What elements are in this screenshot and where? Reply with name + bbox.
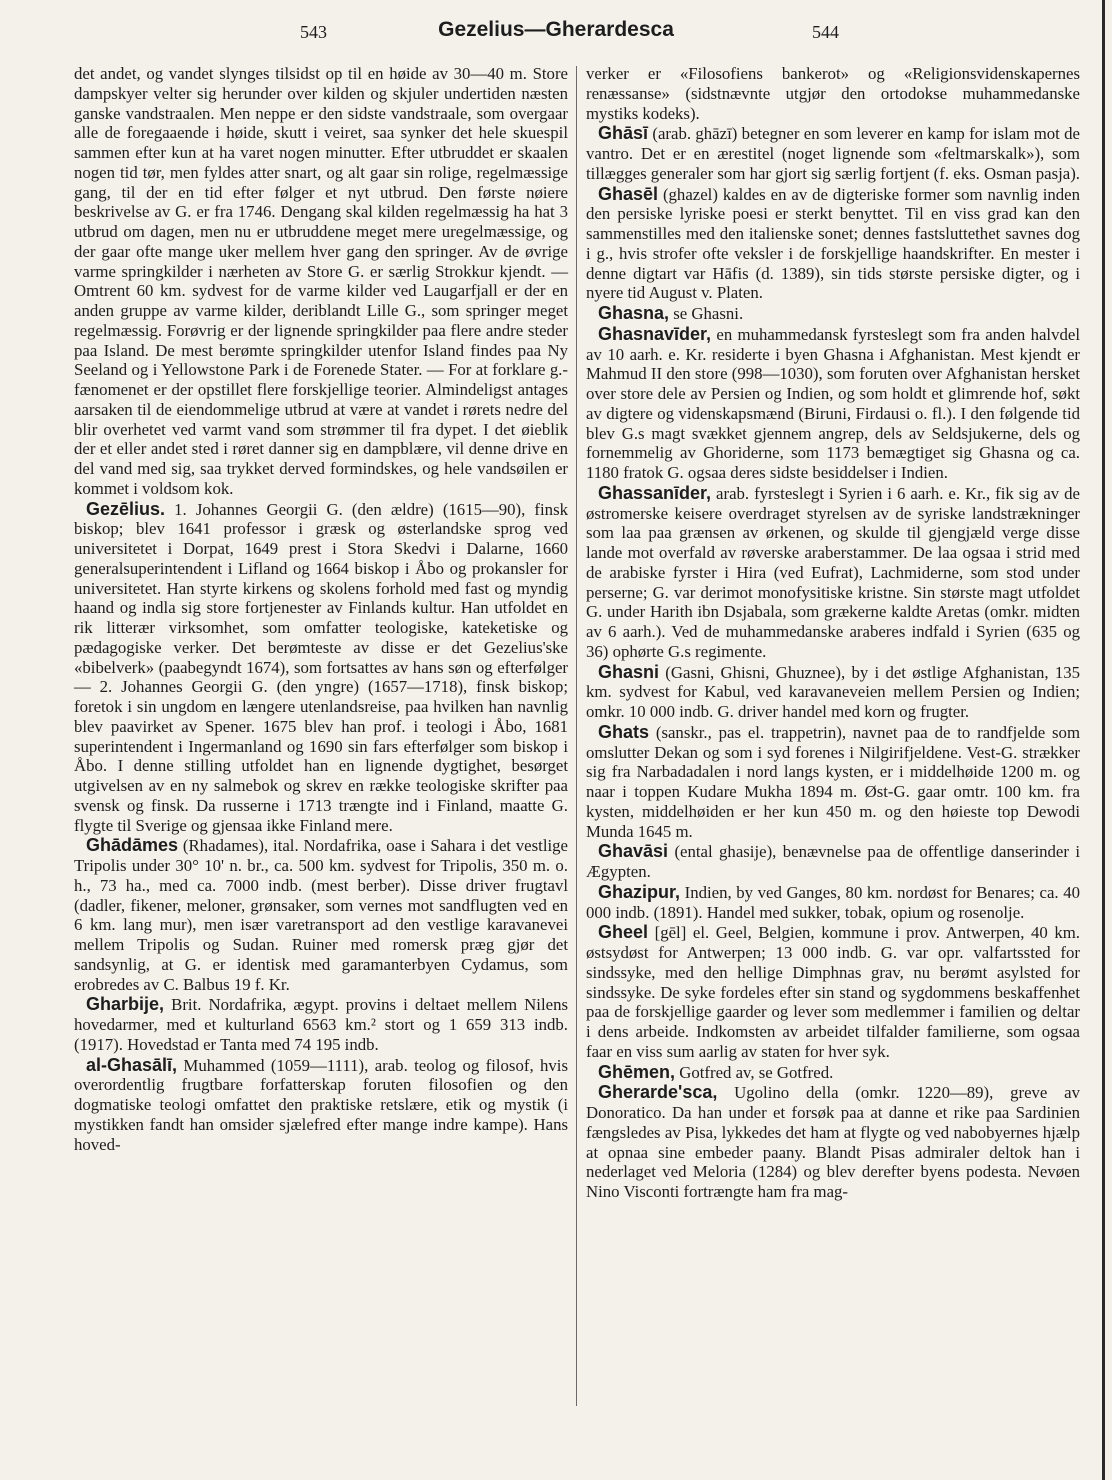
entry-ghats: Ghats (sanskr., pas el. trappetrin), navnet paa de to randfjelde som omslutter Dekan og som i syd forenes i Nilgirifjeldene. Vest-G. strækker sig fra Narbadadalen i nord langs kysten, er i middelhøide 1200 m. og naar i toppen Kudare Mukha 1894 m. Øst-G. gaar omtr. 100 km. fra kysten, middelhøiden er her kun 450 m. og den høieste top Dewodi Munda 1645 m. [586, 721, 1080, 841]
right-column [586, 64, 1080, 1203]
entry-al-ghasali: al-Ghasālī, Muhammed (1059—1111), arab. teolog og filosof, hvis overordentlig frugtbare forfatterskap foruten filosofien og den dogmatiske teologi omfattet den praktiske retslære, etik og mystik (i mystikken fandt han omsider sjælefred efter mange indre kampe). Hans hoved- [74, 1054, 568, 1154]
entry-al-ghasali-continued: verker er «Filosofiens bankerot» og «Religionsvidenskapernes renæssanse» (sidstnævnte utgjør den ortodokse muhammedanske mystiks kodeks). [586, 64, 1080, 123]
right-page-number: 544 [812, 22, 839, 42]
entry-ghasi: Ghāsī (arab. ghāzī) betegner en som leverer en kamp for islam mot de vantro. Det er en ærestitel (noget lignende som «feltmarskalk»), som tillægges generaler som har gjort sig særlig fortjent (f. eks. Osman pasja). [586, 123, 1081, 183]
entry-ghassanider: Ghassanīder, arab. fyrsteslegt i Syrien i 6 aarh. e. Kr., fik sig av de østromerske keisere overdraget styrelsen av de syriske landstrækninger som laa paa grænsen av ørkenen, og skulde til gjengjæld verge disse lande mot overfald av røverske araberstammer. De laa ogsaa i strid med de arabiske fyrster i Hira (ved Eufrat), Lachmiderne, som stod under perserne; G. var derimot monofysitiske kristne. Sin største magt utfoldet G. under Harith ibn Dsjabala, som grækerne kaldte Aretas (omkr. midten av 6 aarh.). Ved de muhammedanske araberes indfald i Syrien (635 og 36) ophørte G.s regimente. [586, 482, 1080, 661]
page-header [0, 18, 1112, 46]
entry-ghasnavider: Ghasnavīder, en muhammedansk fyrsteslegt som fra anden halvdel av 10 aarh. e. Kr. residerte i byen Ghasna i Afghanistan. Mest kjendt er Mahmud II den store (998—1030), som foruten over Afghanistan hersket over store dele av Persien og Indien, og som holdt et glimrende hof, søkt av digtere og videnskapsmænd (Biruni, Firdausi o. fl.). I den følgende tid blev G.s magt svækket gjennem angrep, dels av Seldsjukerne, dels og fornemmelig av Ghoriderne, som 1173 bemægtiget sig Ghasna og ca. 1180 fratok G. ogsaa deres sidste besiddelser i Indien. [586, 323, 1080, 482]
entry-gheel: Gheel [gēl] el. Geel, Belgien, kommune i prov. Antwerpen, 40 km. østsydøst for Antwerpen; 13 000 indb. G. var opr. valfartssted for sindssyke, med den hellige Dimphnas grav, nu berømt asylsted for sindssyke. De syke fordeles efter sin stand og sygdommens beskaffenhet paa de forskjellige gaarder og lever som medlemmer i familien og deltar i dens arbeide. Indkomsten av arbeidet tilfalder familierne, som ogsaa faar en viss sum aarlig av staten for hver syk. [586, 922, 1080, 1061]
entry-gezelius: Gezēlius. 1. Johannes Georgii G. (den ældre) (1615—90), finsk biskop; blev 1641 professor i græsk og østerlandske sprog ved universitetet i Dorpat, 1649 prest i Stora Skedvi i Dalarne, 1660 generalsuperintendent i Lifland og 1664 biskop i Åbo og prokansler for universitetet. Han styrte kirkens og skolens forhold med fast og myndig haand og indla sig store fortjenester av Finlands kultur. Han utfoldet en rik litterær virksomhet, som omfatter teologiske, kateketiske og pædagogiske verker. Det berømteste av disse er det Gezelius'ske «bibelverk» (paabegyndt 1674), som fortsattes av hans søn og efterfølger — 2. Johannes Georgii G. (den yngre) (1657—1718), finsk biskop; foretok i sin ungdom en længere utenlandsreise, paa hvilken han navnlig blev paavirket av Spener. 1675 blev han prof. i teologi i Åbo, 1681 superintendent i Ingermanland og 1690 sin fars efterfølger som biskop i Åbo. I denne stilling utfoldet han en lignende dygtighet, besørget utgivelsen av en ny salmebok og skrev en række teologiske skrifter paa svensk og finsk. Da russerne i 1713 trængte ind i Finland, maatte G. flygte til Sverige og gjensaa ikke Finland mere. [74, 498, 568, 835]
entry-ghavasi: Ghavāsi (ental ghasije), benævnelse paa de offentlige danserinder i Ægypten. [586, 841, 1080, 881]
entry-ghadames: Ghādāmes (Rhadames), ital. Nordafrika, oase i Sahara i det vestlige Tripolis under 30° 10' n. br., ca. 500 km. sydvest for Tripolis, 350 m. o. h., 73 ha., med ca. 7000 indb. (mest berber). Disse driver frugtavl (dadler, fikener, meloner, grønsaker, som vernes mot sandflugten ved en 6 km. lang mur), men især varetransport ad den vestlige karavanevei mellem Tripolis og Sudan. Ruiner med romersk præg gjør det sandsynlig, at G. er identisk med garamanterbyen Cydamus, som erobredes av C. Balbus 19 f. Kr. [74, 835, 568, 994]
entry-ghasna: Ghasna, se Ghasni. [598, 303, 744, 323]
running-title: Gezelius—Gherardesca [438, 18, 674, 41]
entry-ghazipur: Ghazipur, Indien, by ved Ganges, 80 km. nordøst for Benares; ca. 40 000 indb. (1891). Handel med sukker, tobak, opium og rosenolje. [586, 881, 1080, 922]
entry-geysir-continued: det andet, og vandet slynges tilsidst op til en høide av 30—40 m. Store dampskyer velter sig herunder over kilden og skjuler undertiden næsten ganske vandstraalen. Men neppe er den sidste vandstraale, som overgaar alle de foregaaende i høide, skutt i veiret, saa synker det hele skuespil sammen efter kun at ha varet nogen minutter. Efter utbruddet er skaalen nogen tid tør, men fyldes atter snart, og alt gaar sin rolige, regelmæssige gang, til der en tid efter følger et nyt utbrud. Den første nøiere beskrivelse av G. er fra 1746. Dengang skal kilden regelmæssig ha hat 3 utbrud om dagen, men nu er utbruddene meget mere uregelmæssige, og der gaar ofte mange uker mellem hver gang den springer. Av de øvrige varme springkilder i nærheten av Store G. er særlig Strokkur kjendt. — Omtrent 60 km. sydvest for de varme kilder ved Laugarfjall er der en anden gruppe av varme kilder, deriblandt Lille G., som springer meget regelmæssig. Forøvrig er der lignende springkilder paa flere andre steder paa Island. De mest berømte springkilder utenfor Island findes paa Ny Seeland og i Yellowstone Park i de Forenede Stater. — For at forklare g.-fænomenet er der opstillet flere forskjellige teorier. Almindeligst antages aarsaken til de eiendommelige utbrud at være at vandet i rørets nedre del blir overhetet ved varmt vand som strømmer til fra dypet. I det øieblik der et eller andet sted i røret danner sig en dampblære, vil denne drive en del vand med sig, saa trykket derved formindskes, og hele vandsøilen er kommet i voldsom kok. [74, 64, 568, 498]
page-edge [1102, 0, 1105, 1480]
entry-ghasni: Ghasni (Gasni, Ghisni, Ghuznee), by i det østlige Afghanistan, 135 km. sydvest for Kabul, ved karavaneveien mellem Persien og Indien; omkr. 10 000 indb. G. driver handel med korn og frugter. [586, 661, 1080, 721]
entry-gherardesca: Gherarde'sca, Ugolino della (omkr. 1220—89), greve av Donoratico. Da han under et forsøk paa at danne et rike paa Sardinien fængsledes av Pisa, lykkedes det ham at flygte og ved nabobyernes hjælp at opnaa sine embeder paany. Blandt Pisas admiraler deltok han i nederlaget ved Meloria (1284) og blev derefter byens podesta. Nevøen Nino Visconti fortrængte ham fra mag- [586, 1082, 1080, 1201]
entry-ghemen: Ghēmen, Gotfred av, se Gotfred. [598, 1061, 834, 1082]
column-divider [576, 66, 577, 1406]
left-page-number: 543 [300, 22, 327, 42]
entry-ghasel: Ghasēl (ghazel) kaldes en av de digteriske former som navnlig inden den persiske lyriske poesi er sterkt benyttet. Til en viss grad kan den sammenstilles med den italienske sonet; dennes fastsluttethet savnes dog i g., hvis strofer ofte veksler i de forskjellige haandskrifter. En mester i denne digtart var Hāfis (d. 1389), sin tids største persiske digter, og i nyere tid August v. Platen. [586, 183, 1080, 303]
entry-gharbije: Gharbije, Brit. Nordafrika, ægypt. provins i deltaet mellem Nilens hovedarmer, med et kulturland 6563 km.² stort og 1 659 313 indb. (1917). Hovedstad er Tanta med 74 195 indb. [74, 994, 568, 1054]
left-column [74, 64, 568, 1155]
